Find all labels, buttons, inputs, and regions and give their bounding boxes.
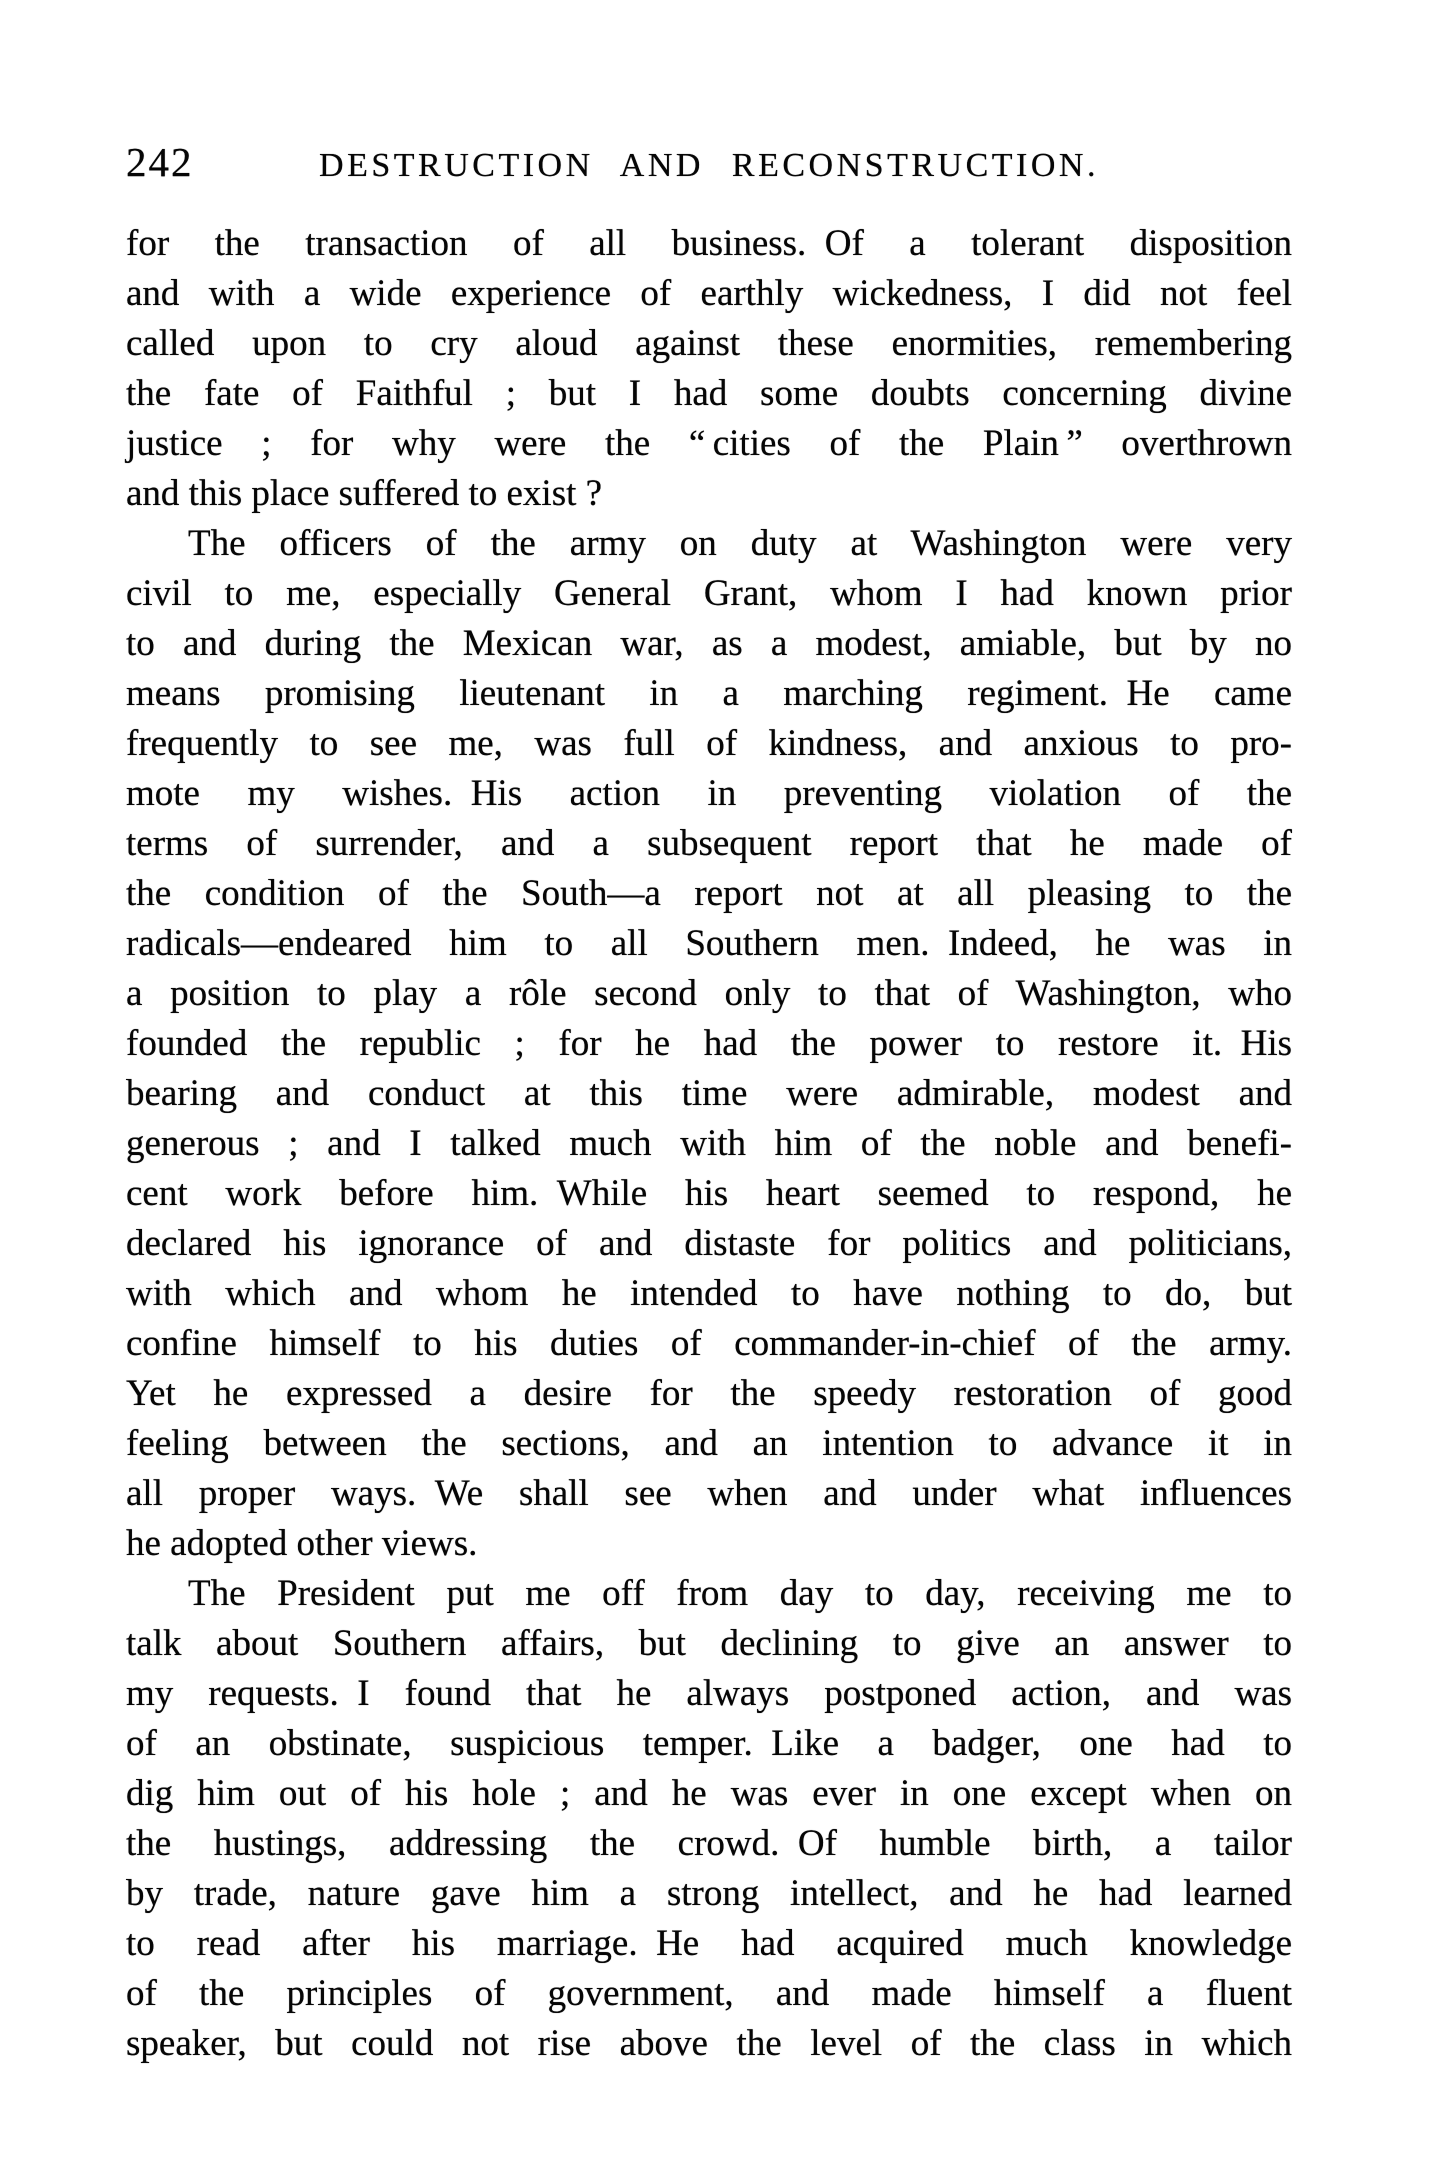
text-line: cent work before him. While his heart seemed to respond, he (126, 1173, 1292, 1214)
text-line: dig him out of his hole ; and he was ever in one except when on (126, 1773, 1292, 1814)
text-line: feeling between the sections, and an intention to advance it in (126, 1423, 1292, 1464)
text-line: mote my wishes. His action in preventing violation of the (126, 773, 1292, 814)
text-line: generous ; and I talked much with him of the noble and benefi- (126, 1123, 1292, 1164)
text-line: the fate of Faithful ; but I had some doubts concerning divine (126, 373, 1292, 414)
text-line: declared his ignorance of and distaste for politics and politicians, (126, 1223, 1292, 1264)
text-line: justice ; for why were the “ cities of the Plain ” overthrown (126, 423, 1292, 464)
text-line: and with a wide experience of earthly wickedness, I did not feel (126, 273, 1292, 314)
text-line: terms of surrender, and a subsequent report that he made of (126, 823, 1292, 864)
page-header (126, 140, 1292, 192)
text-line: a position to play a rôle second only to that of Washington, who (126, 973, 1292, 1014)
text-line: speaker, but could not rise above the level of the class in which (126, 2023, 1292, 2064)
text-line: radicals—endeared him to all Southern men. Indeed, he was in (126, 923, 1292, 964)
paragraph (126, 1569, 1292, 2069)
text-line: of an obstinate, suspicious temper. Like a badger, one had to (126, 1723, 1292, 1764)
text-line: confine himself to his duties of commander-in-chief of the army. (126, 1323, 1292, 1364)
text-line: all proper ways. We shall see when and under what influences (126, 1473, 1292, 1514)
text-line: frequently to see me, was full of kindness, and anxious to pro- (126, 723, 1292, 764)
text-line: my requests. I found that he always postponed action, and was (126, 1673, 1292, 1714)
text-line: the hustings, addressing the crowd. Of humble birth, a tailor (126, 1823, 1292, 1864)
text-line: civil to me, especially General Grant, whom I had known prior (126, 573, 1292, 614)
running-title: DESTRUCTION AND RECONSTRUCTION. (319, 147, 1099, 184)
text-line: The President put me off from day to day, receiving me to (188, 1573, 1292, 1614)
text-line: for the transaction of all business. Of a tolerant disposition (126, 223, 1292, 264)
text-line: to and during the Mexican war, as a modest, amiable, but by no (126, 623, 1292, 664)
text-line: Yet he expressed a desire for the speedy restoration of good (126, 1373, 1292, 1414)
page-number: 242 (126, 139, 194, 185)
text-line: founded the republic ; for he had the power to restore it. His (126, 1023, 1292, 1064)
text-line: and this place suffered to exist ? (126, 473, 603, 514)
text-line: called upon to cry aloud against these enormities, remembering (126, 323, 1292, 364)
text-line: the condition of the South—a report not at all pleasing to the (126, 873, 1292, 914)
text-line: bearing and conduct at this time were admirable, modest and (126, 1073, 1292, 1114)
text-line: talk about Southern affairs, but declining to give an answer to (126, 1623, 1292, 1664)
text-line: means promising lieutenant in a marching regiment. He came (126, 673, 1292, 714)
text-line: he adopted other views. (126, 1523, 478, 1564)
text-line: with which and whom he intended to have nothing to do, but (126, 1273, 1292, 1314)
text-line: to read after his marriage. He had acquired much knowledge (126, 1923, 1292, 1964)
text-line: The officers of the army on duty at Washington were very (188, 523, 1292, 564)
page-body (126, 219, 1292, 2069)
paragraph (126, 219, 1292, 519)
text-line: by trade, nature gave him a strong intellect, and he had learned (126, 1873, 1292, 1914)
paragraph (126, 519, 1292, 1569)
text-line: of the principles of government, and made himself a fluent (126, 1973, 1292, 2014)
